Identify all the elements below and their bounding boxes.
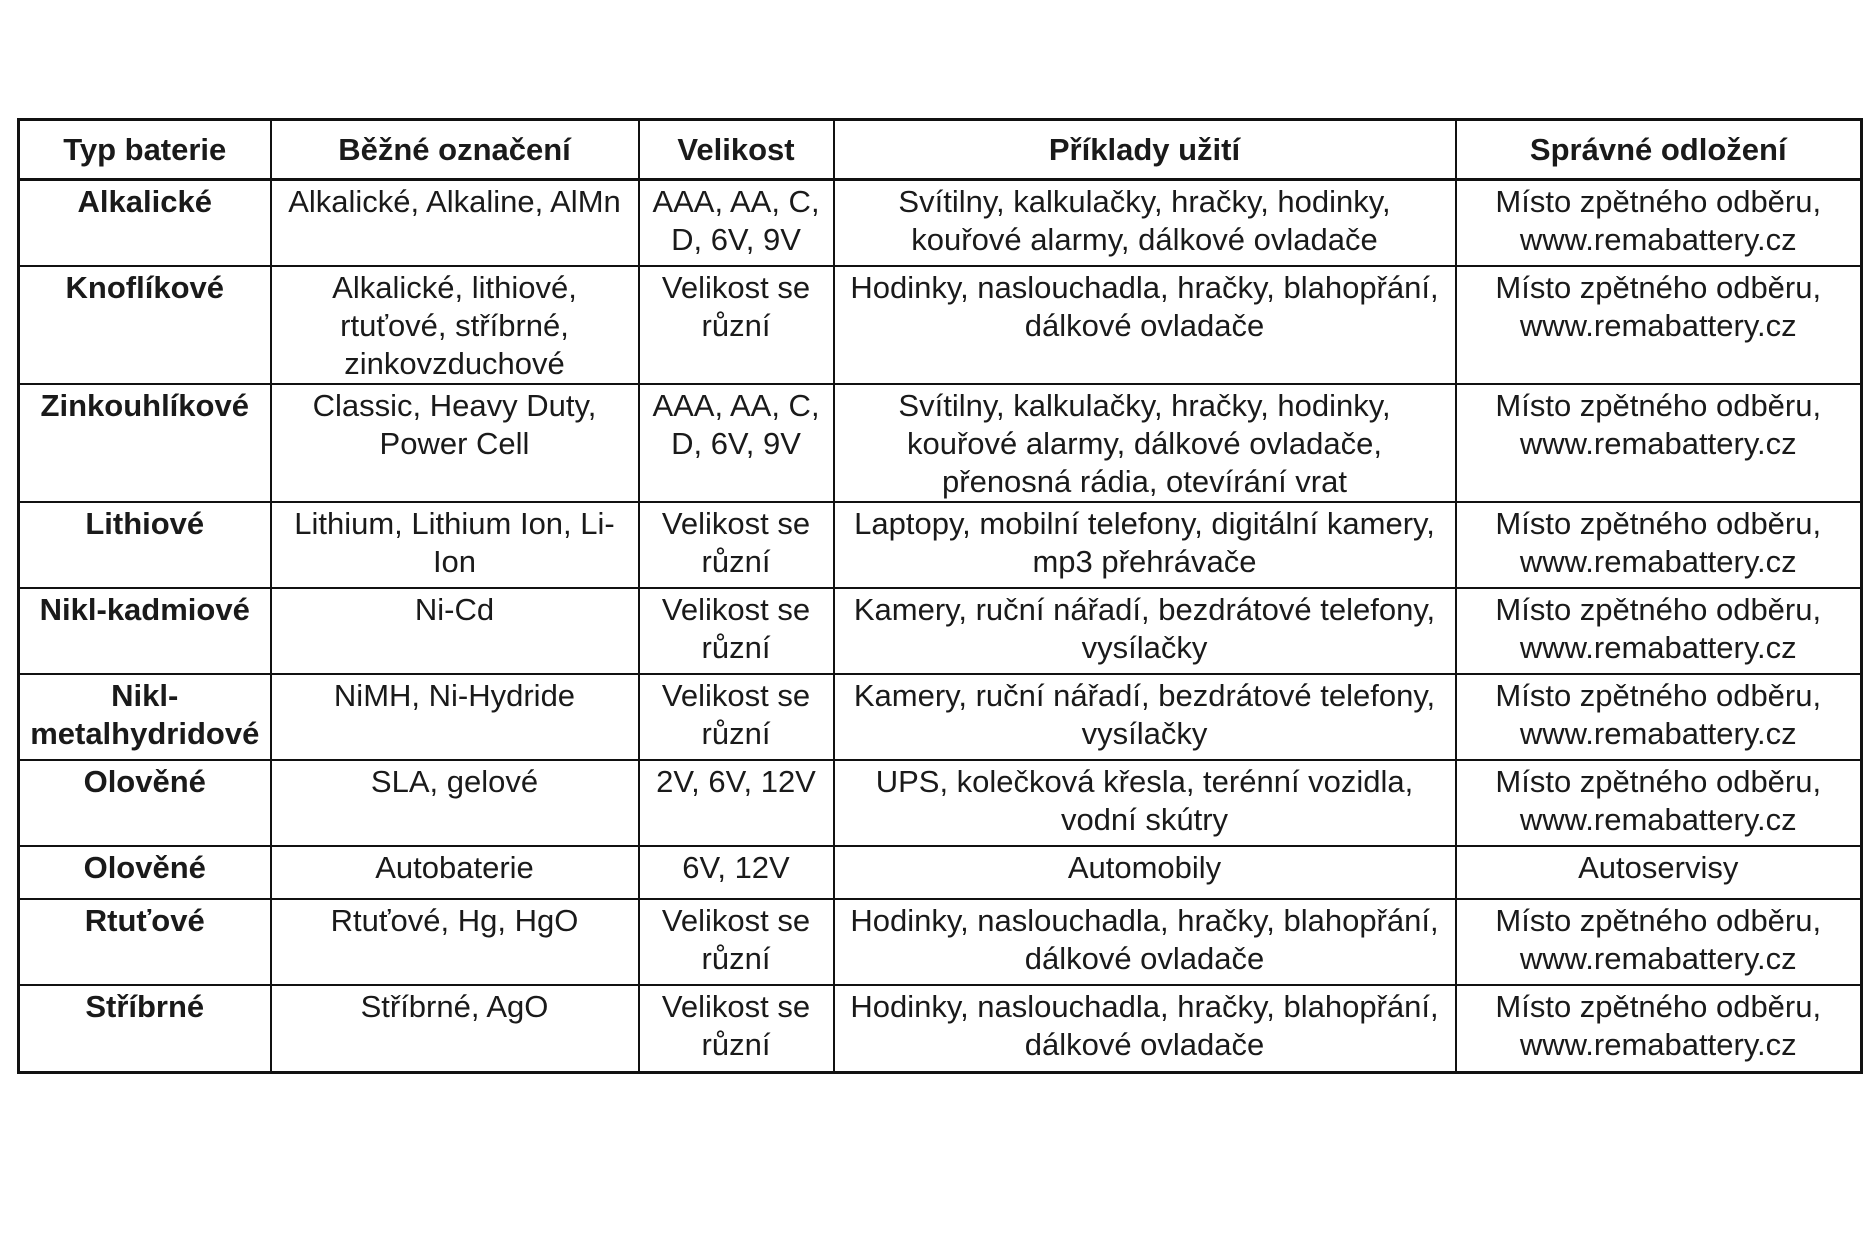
- header-size: Velikost: [639, 120, 834, 180]
- size-cell: 2V, 6V, 12V: [639, 760, 834, 846]
- designation-cell: Ni-Cd: [271, 588, 639, 674]
- size-cell: AAA, AA, C, D, 6V, 9V: [639, 384, 834, 502]
- disposal-cell: Místo zpětného odběru, www.remabattery.cz: [1456, 180, 1862, 266]
- examples-cell: Laptopy, mobilní telefony, digitální kamery, mp3 přehrávače: [834, 502, 1456, 588]
- table-row: [19, 502, 1862, 588]
- table-row: [19, 180, 1862, 266]
- designation-cell: Lithium, Lithium Ion, Li-Ion: [271, 502, 639, 588]
- size-cell: Velikost se různí: [639, 588, 834, 674]
- size-cell: Velikost se různí: [639, 674, 834, 760]
- size-cell: AAA, AA, C, D, 6V, 9V: [639, 180, 834, 266]
- examples-cell: Svítilny, kalkulačky, hračky, hodinky, kouřové alarmy, dálkové ovladače: [834, 180, 1456, 266]
- type-cell: Alkalické: [19, 180, 271, 266]
- disposal-cell: Místo zpětného odběru, www.remabattery.cz: [1456, 384, 1862, 502]
- examples-cell: Automobily: [834, 846, 1456, 899]
- type-cell: Nikl-metalhydridové: [19, 674, 271, 760]
- designation-cell: SLA, gelové: [271, 760, 639, 846]
- disposal-cell: Místo zpětného odběru, www.remabattery.cz: [1456, 674, 1862, 760]
- disposal-cell: Místo zpětného odběru, www.remabattery.cz: [1456, 985, 1862, 1073]
- examples-cell: Kamery, ruční nářadí, bezdrátové telefony, vysílačky: [834, 674, 1456, 760]
- table-row: [19, 760, 1862, 846]
- header-designation: Běžné označení: [271, 120, 639, 180]
- type-cell: Rtuťové: [19, 899, 271, 985]
- type-cell: Nikl-kadmiové: [19, 588, 271, 674]
- table-row: [19, 899, 1862, 985]
- designation-cell: Classic, Heavy Duty, Power Cell: [271, 384, 639, 502]
- examples-cell: UPS, kolečková křesla, terénní vozidla, vodní skútry: [834, 760, 1456, 846]
- disposal-cell: Místo zpětného odběru, www.remabattery.cz: [1456, 899, 1862, 985]
- examples-cell: Hodinky, naslouchadla, hračky, blahopřání, dálkové ovladače: [834, 985, 1456, 1073]
- type-cell: Knoflíkové: [19, 266, 271, 384]
- table-row: [19, 588, 1862, 674]
- header-disposal: Správné odložení: [1456, 120, 1862, 180]
- type-cell: Stříbrné: [19, 985, 271, 1073]
- examples-cell: Hodinky, naslouchadla, hračky, blahopřání, dálkové ovladače: [834, 899, 1456, 985]
- type-cell: Olověné: [19, 846, 271, 899]
- size-cell: Velikost se různí: [639, 502, 834, 588]
- size-cell: Velikost se různí: [639, 899, 834, 985]
- table-row: [19, 266, 1862, 384]
- disposal-cell: Místo zpětného odběru, www.remabattery.cz: [1456, 760, 1862, 846]
- table-row: [19, 674, 1862, 760]
- type-cell: Olověné: [19, 760, 271, 846]
- header-row: [19, 120, 1862, 180]
- disposal-cell: Místo zpětného odběru, www.remabattery.cz: [1456, 502, 1862, 588]
- table-body: [19, 180, 1862, 1073]
- disposal-cell: Autoservisy: [1456, 846, 1862, 899]
- table-header: [19, 120, 1862, 180]
- designation-cell: Alkalické, Alkaline, AlMn: [271, 180, 639, 266]
- designation-cell: Alkalické, lithiové, rtuťové, stříbrné, zinkovzduchové: [271, 266, 639, 384]
- type-cell: Lithiové: [19, 502, 271, 588]
- battery-disposal-table: [17, 118, 1863, 1074]
- size-cell: 6V, 12V: [639, 846, 834, 899]
- type-cell: Zinkouhlíkové: [19, 384, 271, 502]
- examples-cell: Hodinky, naslouchadla, hračky, blahopřání, dálkové ovladače: [834, 266, 1456, 384]
- header-examples: Příklady užití: [834, 120, 1456, 180]
- designation-cell: Rtuťové, Hg, HgO: [271, 899, 639, 985]
- size-cell: Velikost se různí: [639, 266, 834, 384]
- examples-cell: Svítilny, kalkulačky, hračky, hodinky, kouřové alarmy, dálkové ovladače, přenosná rádia, otevírání vrat: [834, 384, 1456, 502]
- designation-cell: Autobaterie: [271, 846, 639, 899]
- examples-cell: Kamery, ruční nářadí, bezdrátové telefony, vysílačky: [834, 588, 1456, 674]
- table-row: [19, 384, 1862, 502]
- table-row: [19, 985, 1862, 1073]
- designation-cell: NiMH, Ni-Hydride: [271, 674, 639, 760]
- disposal-cell: Místo zpětného odběru, www.remabattery.cz: [1456, 266, 1862, 384]
- header-type: Typ baterie: [19, 120, 271, 180]
- size-cell: Velikost se různí: [639, 985, 834, 1073]
- designation-cell: Stříbrné, AgO: [271, 985, 639, 1073]
- disposal-cell: Místo zpětného odběru, www.remabattery.cz: [1456, 588, 1862, 674]
- table-row: [19, 846, 1862, 899]
